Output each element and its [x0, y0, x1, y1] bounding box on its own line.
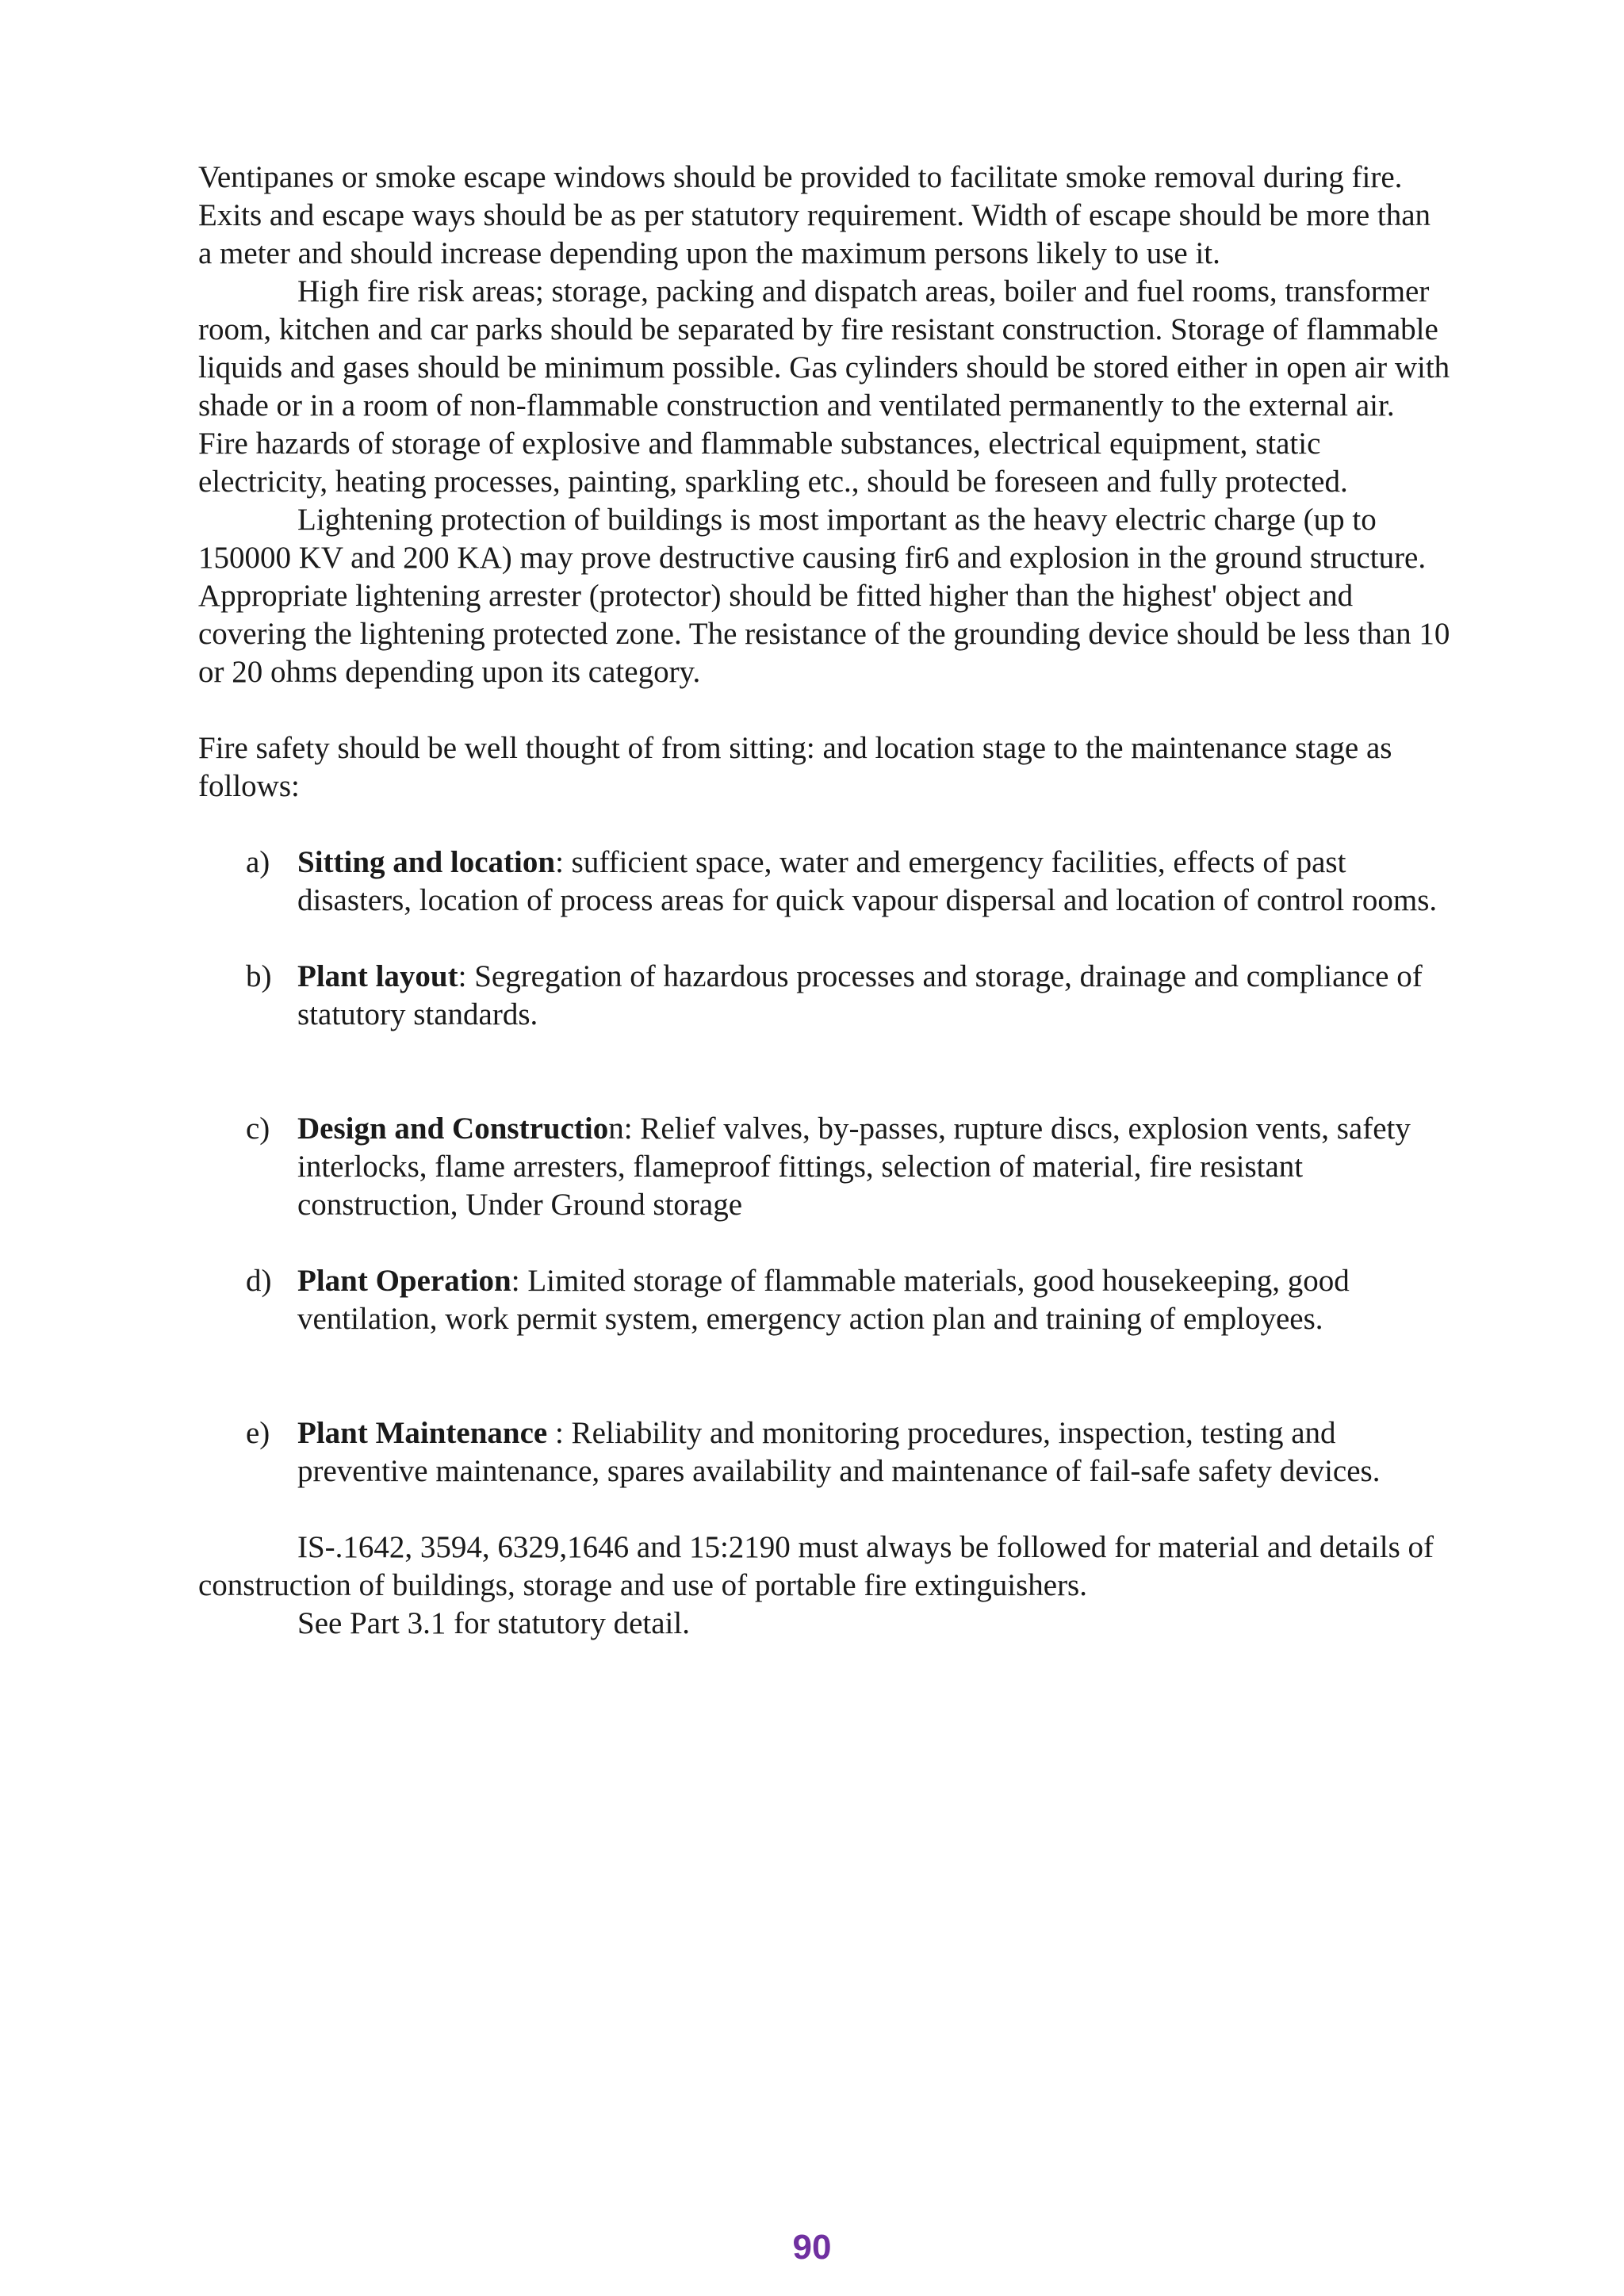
list-item-design-construction [198, 1110, 1451, 1224]
list-marker: c) [246, 1112, 270, 1146]
paragraph-ventipanes: Ventipanes or smoke escape windows should be provided to facilitate smoke removal during fire. Exits and escape ways should be as per statutory requirement. Width of escape should be more than a meter and should increase depending upon the maximum persons likely to use it. [198, 160, 1431, 270]
paragraph-high-fire-risk: High fire risk areas; storage, packing and dispatch areas, boiler and fuel rooms, transformer room, kitchen and car parks should be separated by fire resistant construction. Storage of flammable liquids and gases should be minimum possible. Gas cylinders should be stored either in open air with shade or in a room of non-flammable construction and ventilated permanently to the external air. Fire hazards of storage of explosive and flammable substances, electrical equipment, static electricity, heating processes, painting, sparkling etc., should be foreseen and fully protected. [198, 274, 1450, 499]
list-item-term: Sitting and location [297, 845, 556, 879]
list-item-plant-layout [198, 958, 1451, 1034]
list-marker: d) [246, 1264, 272, 1298]
paragraph-fire-safety-intro: Fire safety should be well thought of from sitting: and location stage to the maintenance stage as follows: [198, 731, 1392, 803]
list-item-sitting-location [198, 844, 1451, 920]
page-number: 90 [792, 2228, 832, 2267]
list-item-text: : Reliability and monitoring procedures, inspection, testing and preventive maintenance, spares availability and maintenance of fail-safe safety devices. [297, 1416, 1381, 1488]
list-item-plant-maintenance [198, 1414, 1451, 1490]
fire-safety-stage-list [198, 844, 1451, 1490]
list-item-text: : sufficient space, water and emergency facilities, effects of past disasters, location of process areas for quick vapour dispersal and location of control rooms. [297, 845, 1438, 917]
list-item-text: : Relief valves, by-passes, rupture discs, explosion vents, safety interlocks, flame arresters, flameproof fittings, selection of material, fire resistant construction, Under Ground storage [297, 1112, 1411, 1222]
list-item-term: Plant Operation [297, 1264, 511, 1298]
paragraph-lightening-protection: Lightening protection of buildings is most important as the heavy electric charge (up to 150000 KV and 200 KA) may prove destructive causing fir6 and explosion in the ground structure. Appropriate lightening arrester (protector) should be fitted higher than the highest' object and covering the lightening protected zone. The resistance of the grounding device should be less than 10 or 20 ohms depending upon its category. [198, 503, 1450, 689]
list-marker: a) [246, 845, 270, 879]
paragraph-see-part: See Part 3.1 for statutory detail. [297, 1606, 690, 1640]
list-item-term: Plant layout [297, 959, 458, 993]
list-item-text: : Segregation of hazardous processes and storage, drainage and compliance of statutory standards. [297, 959, 1423, 1031]
list-item-text: : Limited storage of flammable materials, good housekeeping, good ventilation, work permit system, emergency action plan and training of employees. [297, 1264, 1350, 1336]
paragraph-is-standards: IS-.1642, 3594, 6329,1646 and 15:2190 must always be followed for material and details of construction of buildings, storage and use of portable fire extinguishers. [198, 1530, 1434, 1602]
list-item-term-tail: n [608, 1112, 624, 1146]
list-marker: b) [246, 959, 272, 993]
document-body [198, 159, 1451, 1643]
list-item-plant-operation [198, 1262, 1451, 1338]
list-item-term: Plant Maintenance [297, 1416, 548, 1450]
list-marker: e) [246, 1416, 270, 1450]
list-item-term: Design and Constructio [297, 1112, 609, 1146]
